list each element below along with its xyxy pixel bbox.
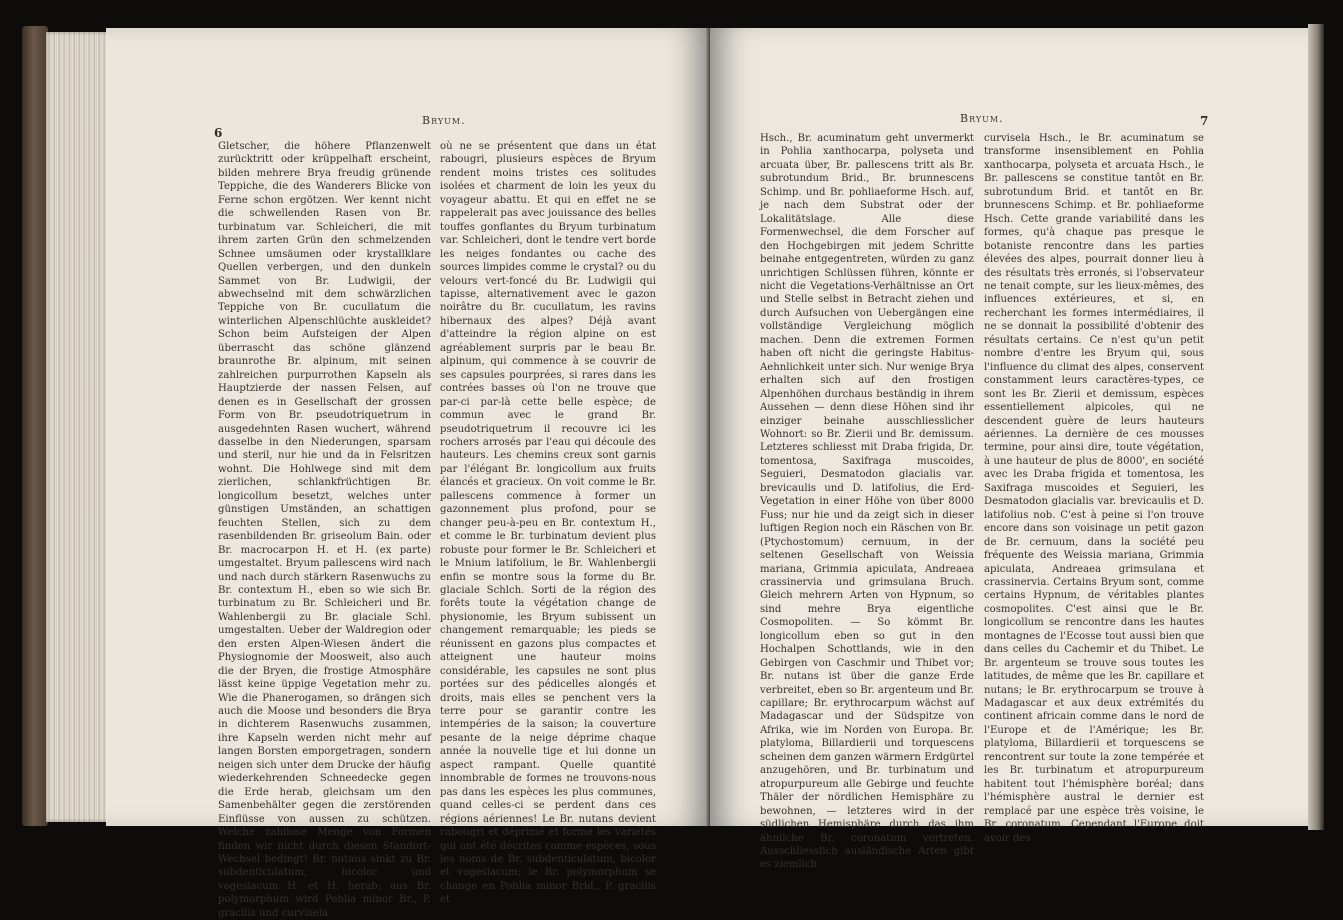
paragraph: Gletscher, die höhere Pflanzenwelt zurücktritt oder krüppelhaft erscheint, bilden mehrere Brya freudig grünende Teppiche, die des Wanderers Blicke von Ferne schon ergötzen. Wer kennt nicht die schwellenden Rasen von Br. turbinatum var. Schleicheri, die mit ihrem zarten Grün den schmelzenden Schnee umsäumen oder krystallklare Quellen verbergen, und den dunkeln Sammet von Br. Ludwigii, der abwechselnd mit dem schwärzlichen Teppiche von Br. cucullatum die winterlichen Alpenschlüchte auskleidet? Schon beim Aufsteigen der Alpen überrascht das schöne glänzend braunrothe Br. alpinum, mit seinen zahlreichen purpurrothen Kapseln als Hauptzierde der nassen Felsen, auf denen es in Gesellschaft der grossen Form von Br. pseudotriquetrum in ausgedehnten Rasen wuchert, während dasselbe in den Niederungen, sparsam und steril, nur hie und da in Felsritzen wohnt. Die Hohlwege sind mit dem zierlichen, schlankfrüchtigen Br. longicollum besetzt, welches unter günstigen Umständen, an schattigen feuchten Stellen, sich zu dem rasenbildenden Br. griseolum Bain. oder Br. macrocarpon H. et H. (ex parte) umgestaltet. Bryum pallescens wird nach und nach durch stärkern Rasenwuchs zu Br. contextum H., eben so wie sich Br. turbinatum zu Br. Schleicheri und Br. Wahlenbergii zu Br. glaciale Schl. umgestalten. Ueber der Waldregion oder den ersten Alpen-Wiesen ändert die Physiognomie der Moosweit, also auch die der Bryen, die frostige Atmosphäre lässt keine üppige Vegetation mehr zu. Wie die Phanerogamen, so drängen sich auch die Moose und besonders die Brya in dichterem Rasenwuchs zusammen, ihre Kapseln werden nicht mehr auf langen Borsten emporgetragen, sondern neigen sich unter dem Drucke der häufig wiederkehrenden Schneedecke gegen die Erde herab, gleichsam um den Samenbehälter gegen die zerstörenden Einflüsse von aussen zu schützen. Welche zahllose Menge von Formen finden wir nicht durch diesen Standort-Wechsel bedingt! Br. nutans sinkt zu Br. subdenticulatum, bicolor und vogesiacum H. et H. herab; aus Br. polymorphum wird Pohlia minor Br., P. gracilis und curvisela <box>218 141 431 919</box>
text-column-german <box>760 132 974 872</box>
right-page <box>710 28 1310 871</box>
paragraph: Hsch., Br. acuminatum geht unvermerkt in Pohlia xanthocarpa, polyseta und arcuata über, Br. pallescens tritt als Br. subrotundum Brid., Br. brunnescens Schimp. und Br. pohliaeforme Hsch. auf, je nach dem Substrat oder der Lokalitätslage. Alle diese Formenwechsel, die dem Forscher auf den Hochgebirgen mit jedem Schritte beinahe entgegentreten, würden zu ganz unrichtigen Schlüssen führen, könnte er nicht die Vegetations-Verhältnisse an Ort und Stelle selbst in Betracht ziehen und durch Aufsuchen von Uebergängen eine vollständige Vergleichung möglich machen. Denn die extremen Formen haben oft nicht die geringste Habitus-Aehnlichkeit unter sich. Nur wenige Brya erhalten sich auf den frostigen Alpenhöhen durchaus beständig in ihrem Aussehen — denn diese Höhen sind ihr einziger beinahe ausschliesslicher Wohnort: so Br. Zierii und Br. demissum. Letzteres schliesst mit Draba frigida, Dr. tomentosa, Saxifraga muscoides, Seguieri, Desmatodon glacialis var. brevicaulis und D. latifolius, die Erd-Vegetation in einer Höhe von über 8000 Fuss; nur hie und da zeigt sich in dieser luftigen Region noch ein Räschen von Br. (Ptychostomum) cernuum, in der seltenen Gesellschaft von Weissia mariana, Grimmia apiculata, Andreaea crassinervia und grimsulana Bruch. Gleich mehrern Arten von Hypnum, so sind mehre Brya eigentliche Cosmopoliten. — So kömmt Br. longicollum eben so gut in den Hochalpen Schottlands, wie in den Gebirgen von Caschmir und Thibet vor; Br. nutans ist über die ganze Erde verbreitet, eben so Br. argenteum und Br. capillare; Br. erythrocarpum wächst auf Madagascar und der Südspitze von Afrika, wie im Norden von Europa. Br. platyloma, Billardierii und torquescens scheinen dem ganzen wärmern Erdgürtel anzugehören, und Br. turbinatum und atropurpureum alle Gebirge und feuchte Thäler der nördlichen Hemisphäre zu bewohnen, — letzteres wird in der südlichen Hemisphäre durch das ihm ähnliche Br. coronatum vertreten. Ausschliesslich ausländische Arten gibt es ziemlich <box>760 133 974 871</box>
paragraph: où ne se présentent que dans un état rabougri, plusieurs espèces de Bryum rendent moins tristes ces solitudes isolées et charment de loin les yeux du voyageur abattu. Et qui en effet ne se rappelerait pas avec jouissance des belles touffes gonflantes du Bryum turbinatum var. Schleicheri, dont le tendre vert borde les neiges fondantes ou cache des sources limpides comme le crystal? ou du velours vert-foncé du Br. Ludwigii qui tapisse, alternativement avec le gazon noirâtre du Br. cucullatum, les ravins hibernaux des alpes? Déjà avant d'atteindre la région alpine on est agréablement surpris par le beau Br. alpinum, qui commence à se couvrir de ses capsules pourprées, si rares dans les contrées basses où l'on ne trouve que par-ci par-là cette belle espèce; de commun avec le grand Br. pseudotriquetrum il recouvre ici les rochers arrosés par l'eau qui découle des hauteurs. Les chemins creux sont garnis par l'élégant Br. longicollum aux fruits élancés et gracieux. On voit comme le Br. pallescens commence à former un gazonnement plus profond, pour se changer peu-à-peu en Br. contextum H., et comme le Br. turbinatum devient plus robuste pour former le Br. Schleicheri et le Mnium latifolium, le Br. Wahlenbergii enfin se montre sous la forme du Br. glaciale Schlch. Sorti de la région des forêts toute la végétation change de physionomie, les Bryum subissent un changement remarquable; les pieds se réunissent en gazons plus compactes et atteignent une hauteur moins considérable, les capsules ne sont plus portées sur des pédicelles alongés et droits, mais elles se penchent vers la terre pour se garantir contre les intempéries de la saison; la couverture pesante de la neige déprime chaque année la nouvelle tige et lui donne un aspect rampant. Quelle quantité innombrable de formes ne trouvons-nous pas dans les espèces les plus communes, quand celles-ci se perdent dans ces régions aériennes! Le Br. nutans devient rabougri et déprimé et forme les variétés qui ont été décrites comme espèces, sous les noms de Br. subdenticulatum, bicolor et vogesiacum; le Br. polymorphum se change en Pohlia minor Brid., P. gracilis et <box>440 141 656 906</box>
page-number-right: 7 <box>1200 114 1209 128</box>
open-book <box>22 18 1324 919</box>
text-column-french <box>984 132 1204 845</box>
left-page <box>106 28 710 919</box>
page-stack-edge <box>46 32 110 822</box>
paragraph: curvisela Hsch., le Br. acuminatum se transforme insensiblement en Pohlia xanthocarpa, polyseta et arcuata Hsch., le Br. pallescens se constitue tantôt en Br. subrotundum Brid. et tantôt en Br. brunnescens Schimp. et Br. pohliaeforme Hsch. Cette grande variabilité dans les formes, qu'à chaque pas presque le botaniste rencontre dans les parties élevées des alpes, pourrait donner lieu à des résultats très erronés, si l'observateur ne tenait compte, sur les lieux-mêmes, des influences extérieures, et si, en recherchant les formes intermédiaires, il ne se donnait la possibilité d'obtenir des résultats certains. Ce n'est qu'un petit nombre d'entre les Bryum qui, sous l'influence du climat des alpes, conservent constamment leurs caractères-types, ce sont les Br. Zierii et demissum, espèces essentiellement alpicoles, qui ne descendent guère de leurs hauteurs aériennes. La dernière de ces mousses termine, pour ainsi dire, toute végétation, à une hauteur de plus de 8000', en société avec les Draba frigida et tomentosa, les Saxifraga muscoides et Seguieri, les Desmatodon glacialis var. brevicaulis et D. latifolius nob. C'est à peine si l'on trouve encore dans son voisinage un petit gazon de Br. cernuum, dans la société peu fréquente des Weissia mariana, Grimmia apiculata, Andreaea grimsulana et crassinervia. Certains Bryum sont, comme certains Hypnum, de véritables plantes cosmopolites. C'est ainsi que le Br. longicollum se rencontre dans les hautes montagnes de l'Ecosse tout aussi bien que dans celles du Cachemir et du Thibet. Le Br. argenteum se trouve sous toutes les latitudes, de même que les Br. capillare et nutans; le Br. erythrocarpum se trouve à Madagascar et aux deux extrémités du continent africain comme dans le nord de l'Europe et de l'Amérique; les Br. platyloma, Billardierii et torquescens se rencontrent sur toute la zone tempérée et les Br. turbinatum et atropurpureum habitent tout l'hémisphère boréal; dans l'hémisphère austral le dernier est remplacé par une espèce très voisine, le Br. coronatum. Cependant l'Europe doit avoir des <box>984 133 1204 844</box>
book-cover-edge <box>22 26 48 826</box>
text-column-french <box>440 140 656 907</box>
page-number-left: 6 <box>214 126 223 140</box>
right-fore-edge <box>1308 24 1324 830</box>
text-column-german <box>218 140 431 920</box>
running-header-left: Bryum. <box>422 114 466 127</box>
running-header-right: Bryum. <box>960 112 1004 125</box>
